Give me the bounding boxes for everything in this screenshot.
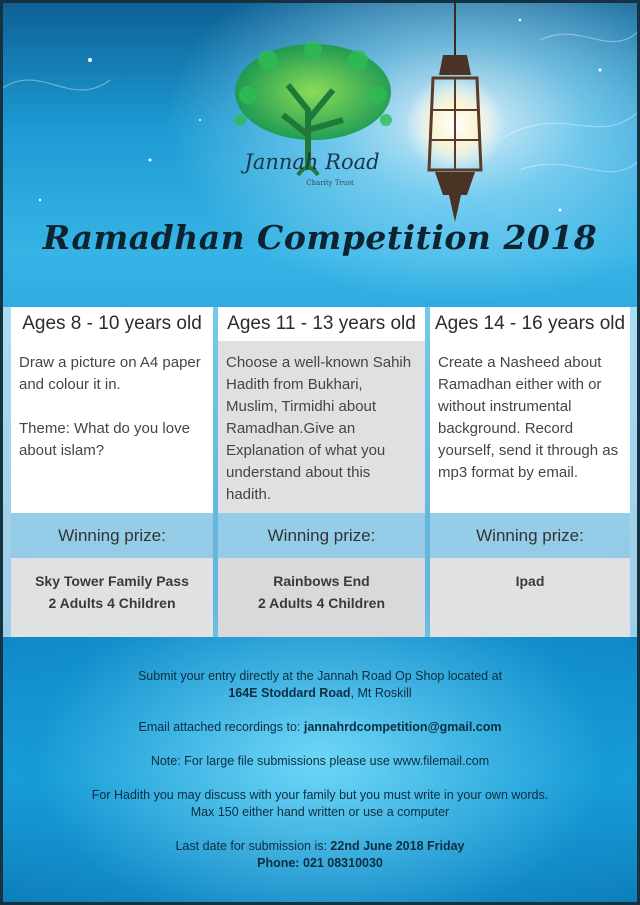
prize-line: Sky Tower Family Pass [35,573,189,589]
phone-number: Phone: 021 08310030 [257,856,383,870]
submit-instructions [0,668,640,702]
table-edge-left [0,307,11,637]
age-header: Ages 14 - 16 years old [430,307,630,341]
task-description [218,341,425,513]
deadline-line [0,838,640,855]
task-description [430,341,630,513]
task-description [11,341,213,513]
prize-label: Winning prize: [11,513,213,558]
deadline-date: 22nd June 2018 Friday [330,839,465,853]
logo-name: Jannah Road [244,150,380,174]
email-line [0,719,640,736]
task-paragraph: Create a Nasheed about Ramadhan either with or without instrumental background. Record yourself, send it through as mp3 format by email. [438,354,619,481]
deadline-prefix: Last date for submission is: [175,839,331,853]
hadith-line: Max 150 either hand written or use a computer [190,805,450,819]
submit-line: Submit your entry directly at the Jannah Road Op Shop located at [137,669,503,683]
task-paragraph: Choose a well-known Sahih Hadith from Bukhari, Muslim, Tirmidhi about Ramadhan.Give an Explanation of what you understand about this hadith. [226,354,412,503]
prize-label: Winning prize: [430,513,630,558]
prize-value [430,558,630,637]
prize-line: 2 Adults 4 Children [257,595,386,611]
lantern-icon [405,0,505,225]
address-street: 164E Stoddard Road [228,686,351,700]
email-address[interactable]: jannahrdcompetition@gmail.com [303,720,502,734]
note-line: Note: For large file submissions please use www.filemail.com [150,754,490,768]
category-column-ages-8-10 [11,307,213,637]
phone-line [0,855,640,872]
category-column-ages-14-16 [430,307,630,637]
age-header: Ages 8 - 10 years old [11,307,213,341]
email-prefix: Email attached recordings to: [138,720,304,734]
prize-line: Ipad [515,573,545,589]
table-edge-right [630,307,640,637]
category-column-ages-11-13 [218,307,425,637]
address-suburb: , Mt Roskill [350,686,412,700]
task-paragraph: Theme: What do you love about islam? [19,420,190,459]
task-paragraph: Draw a picture on A4 paper and colour it in. [19,354,201,393]
prize-value [218,558,425,637]
age-header: Ages 11 - 13 years old [218,307,425,341]
prize-value [11,558,213,637]
hadith-note [0,787,640,821]
logo-subtitle: Charity Trust [306,179,354,187]
address-line [0,685,640,702]
prize-line: Rainbows End [273,573,370,589]
page-title: Ramadhan Competition 2018 [42,218,598,257]
submission-info [0,668,640,872]
prize-label: Winning prize: [218,513,425,558]
prize-line: 2 Adults 4 Children [48,595,176,611]
competition-table [0,307,640,637]
hadith-line: For Hadith you may discuss with your family but you must write in your own words. [91,788,549,802]
